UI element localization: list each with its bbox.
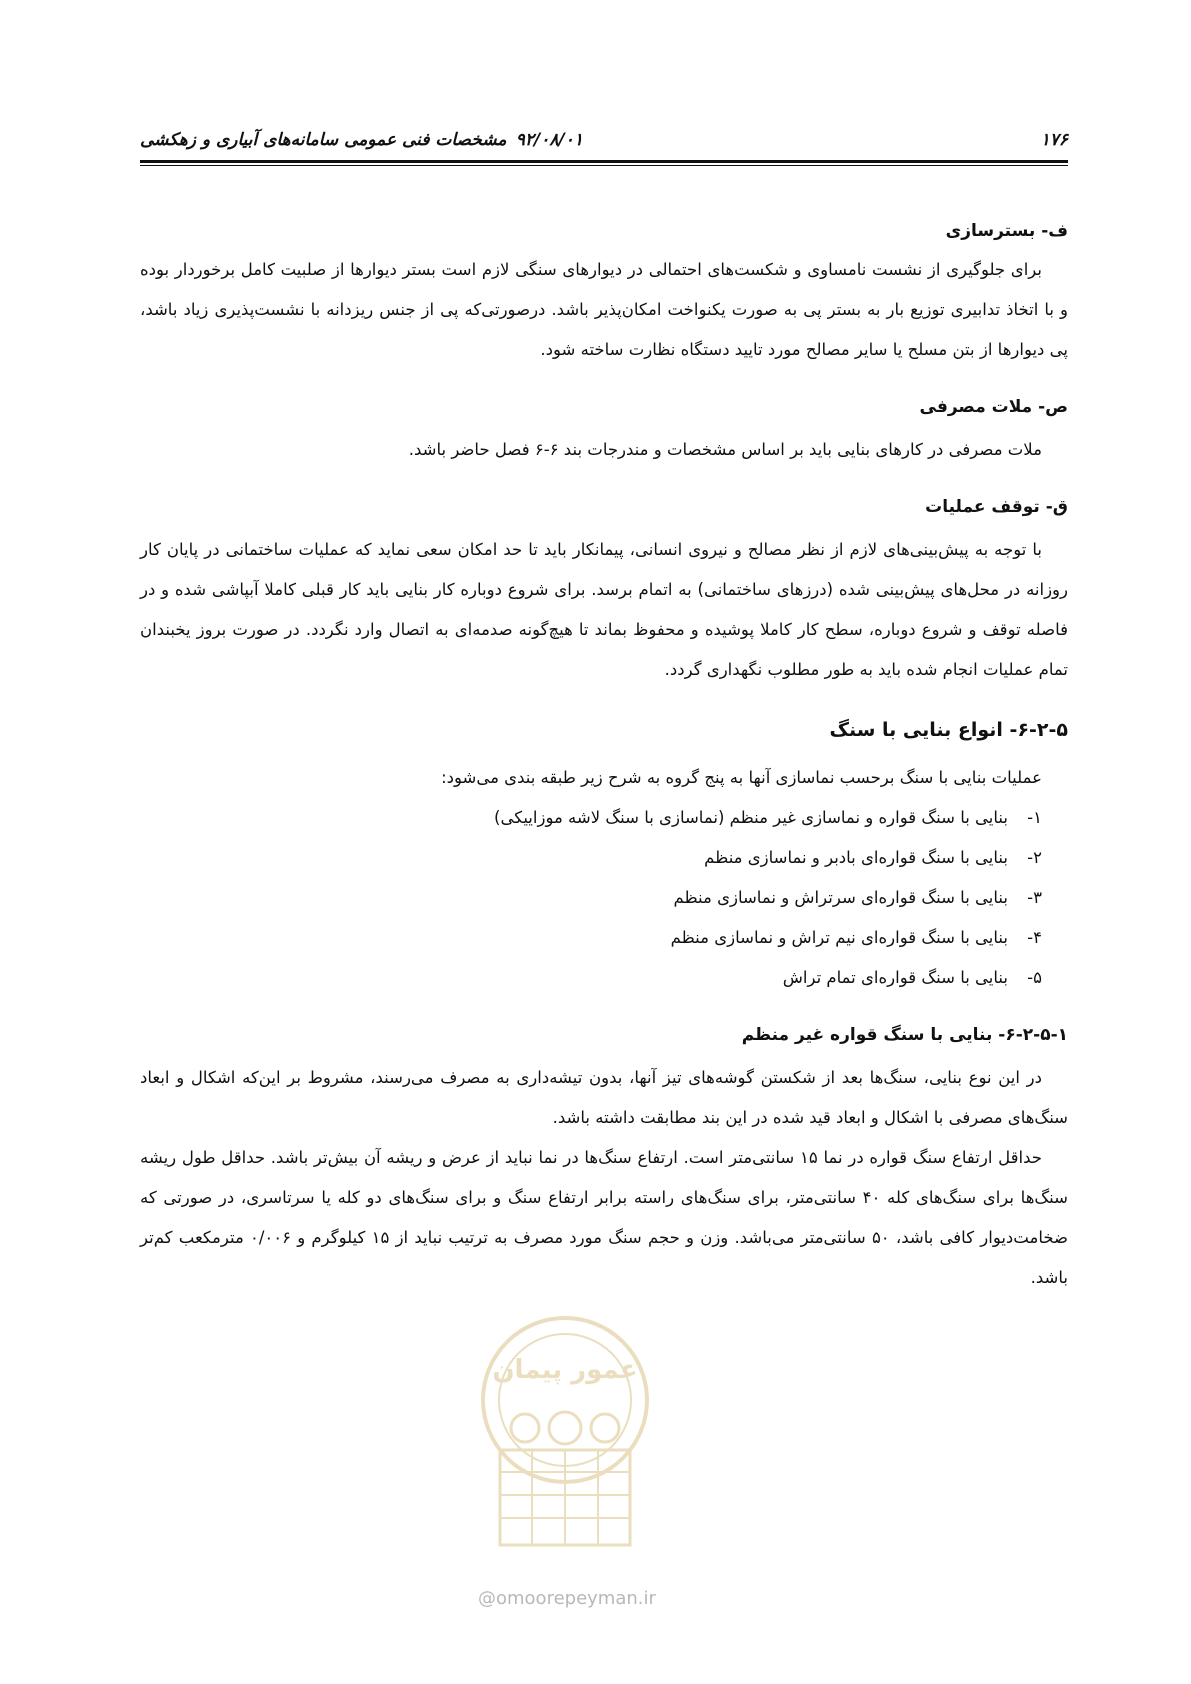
stone-masonry-types-list [140, 798, 1068, 998]
website-watermark: @omoorepeyman.ir [478, 1588, 656, 1609]
page-header [140, 122, 1068, 156]
list-item-text: بنایی با سنگ قواره‌ای سرتراش و نماسازی منظم [673, 888, 1008, 907]
paragraph-s: ملات مصرفی در کارهای بنایی باید بر اساس مشخصات و مندرجات بند ۶-۶ فصل حاضر باشد. [408, 440, 1042, 459]
stamp-text: عمور پیمان [492, 1355, 638, 1385]
page-body [140, 212, 1068, 1298]
section-heading-q: ق- توقف عملیات [925, 497, 1068, 517]
list-item-number: ۲- [1027, 848, 1042, 867]
list-item [140, 918, 1042, 958]
publisher-stamp-watermark [470, 1300, 660, 1570]
list-item-text: بنایی با سنگ قواره و نماسازی غیر منظم (نماسازی با سنگ لاشه موزاییکی) [494, 808, 1008, 827]
section-heading-6-2-5: ۶-۲-۵- انواع بنایی با سنگ [829, 719, 1068, 741]
header-date: ۹۲/۰۸/۰۱ [515, 130, 583, 150]
list-item-number: ۵- [1027, 968, 1042, 987]
list-item [140, 838, 1042, 878]
paragraph-6-2-5-1-a: در این نوع بنایی، سنگ‌ها بعد از شکستن گوشه‌های تیز آنها، بدون تیشه‌داری به مصرف می‌رسند، مشروط بر این‌که اشکال و ابعاد سنگ‌های مصرفی با اشکال و ابعاد قید شده در این بند مطابقت داشته باشد. [140, 1068, 1068, 1127]
paragraph-6-2-5-1-b: حداقل ارتفاع سنگ قواره در نما ۱۵ سانتی‌متر است. ارتفاع سنگ‌ها در نما نباید از عرض و ریشه آن بیش‌تر باشد. حداقل طول ریشه سنگ‌ها برای سنگ‌های کله ۴۰ سانتی‌متر، برای سنگ‌های راسته برابر ارتفاع سنگ و برای سنگ‌های دو کله یا سرتاسری، در صورتی که ضخامت‌دیوار کافی باشد، ۵۰ سانتی‌متر می‌باشد. وزن و حجم سنگ مورد مصرف به ترتیب نباید از ۱۵ کیلوگرم و ۰/۰۰۶ مترمکعب کم‌تر باشد. [140, 1148, 1069, 1287]
list-item [140, 798, 1042, 838]
list-item [140, 958, 1042, 998]
section-heading-s: ص- ملات مصرفی [919, 397, 1068, 417]
list-item-number: ۳- [1027, 888, 1042, 907]
header-rule-thin [140, 165, 1068, 166]
paragraph-q: با توجه به پیش‌بینی‌های لازم از نظر مصالح و نیروی انسانی، پیمانکار باید تا حد امکان سعی نماید که عملیات ساختمانی در پایان کار روزانه در محل‌های پیش‌بینی شده (درزهای ساختمانی) به اتمام برسد. برای شروع دوباره کار بنایی باید کار قبلی کاملا آبپاشی شده و در فاصله توقف و شروع دوباره، سطح کار کاملا پوشیده و محفوظ بماند تا هیچ‌گونه صدمه‌ای به اتصال وارد نگردد. در صورت بروز یخبندان تمام عملیات انجام شده باید به طور مطلوب نگهداری گردد. [140, 540, 1068, 679]
list-item-number: ۱- [1027, 808, 1042, 827]
paragraph-f: برای جلوگیری از نشست نامساوی و شکست‌های احتمالی در دیوارهای سنگی لازم است بستر دیوارها از صلبیت کامل برخوردار بوده و با اتخاذ تدابیری توزیع بار به بستر پی به صورت یکنواخت امکان‌پذیر باشد. درصورتی‌که پی از جنس ریزدانه با نشست‌پذیری زیاد باشد، پی دیوارها از بتن مسلح یا سایر مصالح مورد تایید دستگاه نظارت ساخته شود. [140, 260, 1068, 359]
header-rule [140, 160, 1068, 163]
section-heading-f: ف- بسترسازی [945, 221, 1068, 241]
list-item-text: بنایی با سنگ قواره‌ای تمام تراش [782, 968, 1008, 987]
page-number: ۱۷۶ [1040, 130, 1068, 150]
list-item-text: بنایی با سنگ قواره‌ای نیم تراش و نماسازی منظم [670, 928, 1008, 947]
section-heading-6-2-5-1: ۶-۲-۵-۱- بنایی با سنگ قواره غیر منظم [741, 1025, 1068, 1045]
paragraph-6-2-5-intro: عملیات بنایی با سنگ برحسب نماسازی آنها به پنج گروه به شرح زیر طبقه بندی می‌شود: [441, 768, 1042, 787]
list-item [140, 878, 1042, 918]
list-item-text: بنایی با سنگ قواره‌ای بادبر و نماسازی منظم [704, 848, 1008, 867]
list-item-number: ۴- [1027, 928, 1042, 947]
header-title: مشخصات فنی عمومی سامانه‌های آبیاری و زهکشی [140, 130, 507, 150]
